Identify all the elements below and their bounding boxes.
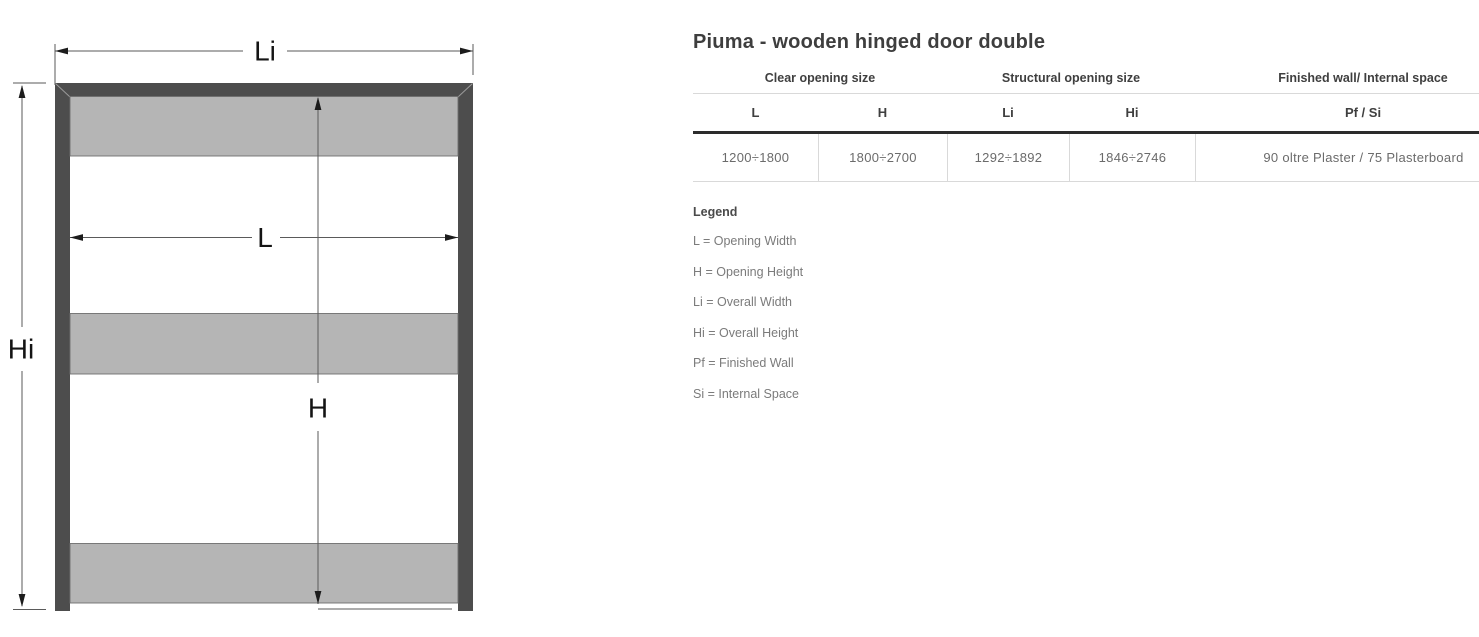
- arrowhead-right-icon: [445, 234, 458, 241]
- group-header-finished-wall: Finished wall/ Internal space: [1278, 70, 1448, 85]
- arrowhead-right-icon: [460, 48, 473, 55]
- legend-item-l: L = Opening Width: [693, 234, 797, 248]
- column-header-li: Li: [1002, 105, 1014, 120]
- column-header-hi: Hi: [1125, 105, 1139, 120]
- spec-table: [693, 62, 1479, 182]
- door-diagram: [0, 0, 500, 637]
- table-column-header-row: [693, 94, 1479, 134]
- value-h-range: 1800÷2700: [818, 134, 947, 181]
- value-pf-si: 90 oltre Plaster / 75 Plasterboard: [1195, 134, 1479, 181]
- label-opening-width: L: [257, 222, 273, 253]
- arrowhead-up-icon: [19, 85, 26, 98]
- table-group-header-row: [693, 62, 1479, 94]
- legend-item-h: H = Opening Height: [693, 264, 804, 279]
- frame-right-bar: [458, 83, 473, 611]
- dimension-opening-width: [70, 222, 458, 253]
- label-overall-height: Hi: [7, 333, 35, 365]
- legend: [693, 204, 803, 409]
- value-hi-range: 1846÷2746: [1069, 134, 1195, 181]
- dimension-overall-width: [55, 36, 473, 86]
- panel-band-bottom: [70, 544, 458, 604]
- value-li-range: 1292÷1892: [947, 134, 1069, 181]
- legend-items: [693, 226, 803, 409]
- value-l-range: 1200÷1800: [721, 150, 790, 165]
- door-panel: [70, 97, 458, 604]
- legend-item-si: Si = Internal Space: [693, 386, 799, 401]
- arrowhead-left-icon: [70, 234, 83, 241]
- page-title: Piuma - wooden hinged door double: [693, 31, 1046, 53]
- column-header-h: H: [877, 105, 888, 120]
- group-header-structural-opening: Structural opening size: [1001, 70, 1141, 85]
- frame-left-bar: [55, 83, 70, 611]
- arrowhead-down-icon: [19, 594, 26, 607]
- panel-band-top: [70, 97, 458, 157]
- column-header-pf-si: Pf / Si: [1344, 105, 1382, 120]
- arrowhead-left-icon: [55, 48, 68, 55]
- label-overall-width: Li: [254, 35, 276, 67]
- group-header-clear-opening: Clear opening size: [764, 70, 876, 85]
- legend-item-li: Li = Overall Width: [693, 295, 792, 309]
- dimension-overall-height: [8, 83, 46, 610]
- panel-band-middle: [70, 314, 458, 375]
- frame-top-bar: [55, 83, 473, 97]
- legend-item-pf: Pf = Finished Wall: [693, 356, 794, 370]
- table-row: [693, 134, 1479, 182]
- label-opening-height: H: [307, 392, 329, 424]
- column-header-l: L: [751, 105, 760, 120]
- legend-title: Legend: [693, 205, 738, 219]
- legend-item-hi: Hi = Overall Height: [693, 325, 799, 340]
- spec-table-inner: [693, 62, 1479, 182]
